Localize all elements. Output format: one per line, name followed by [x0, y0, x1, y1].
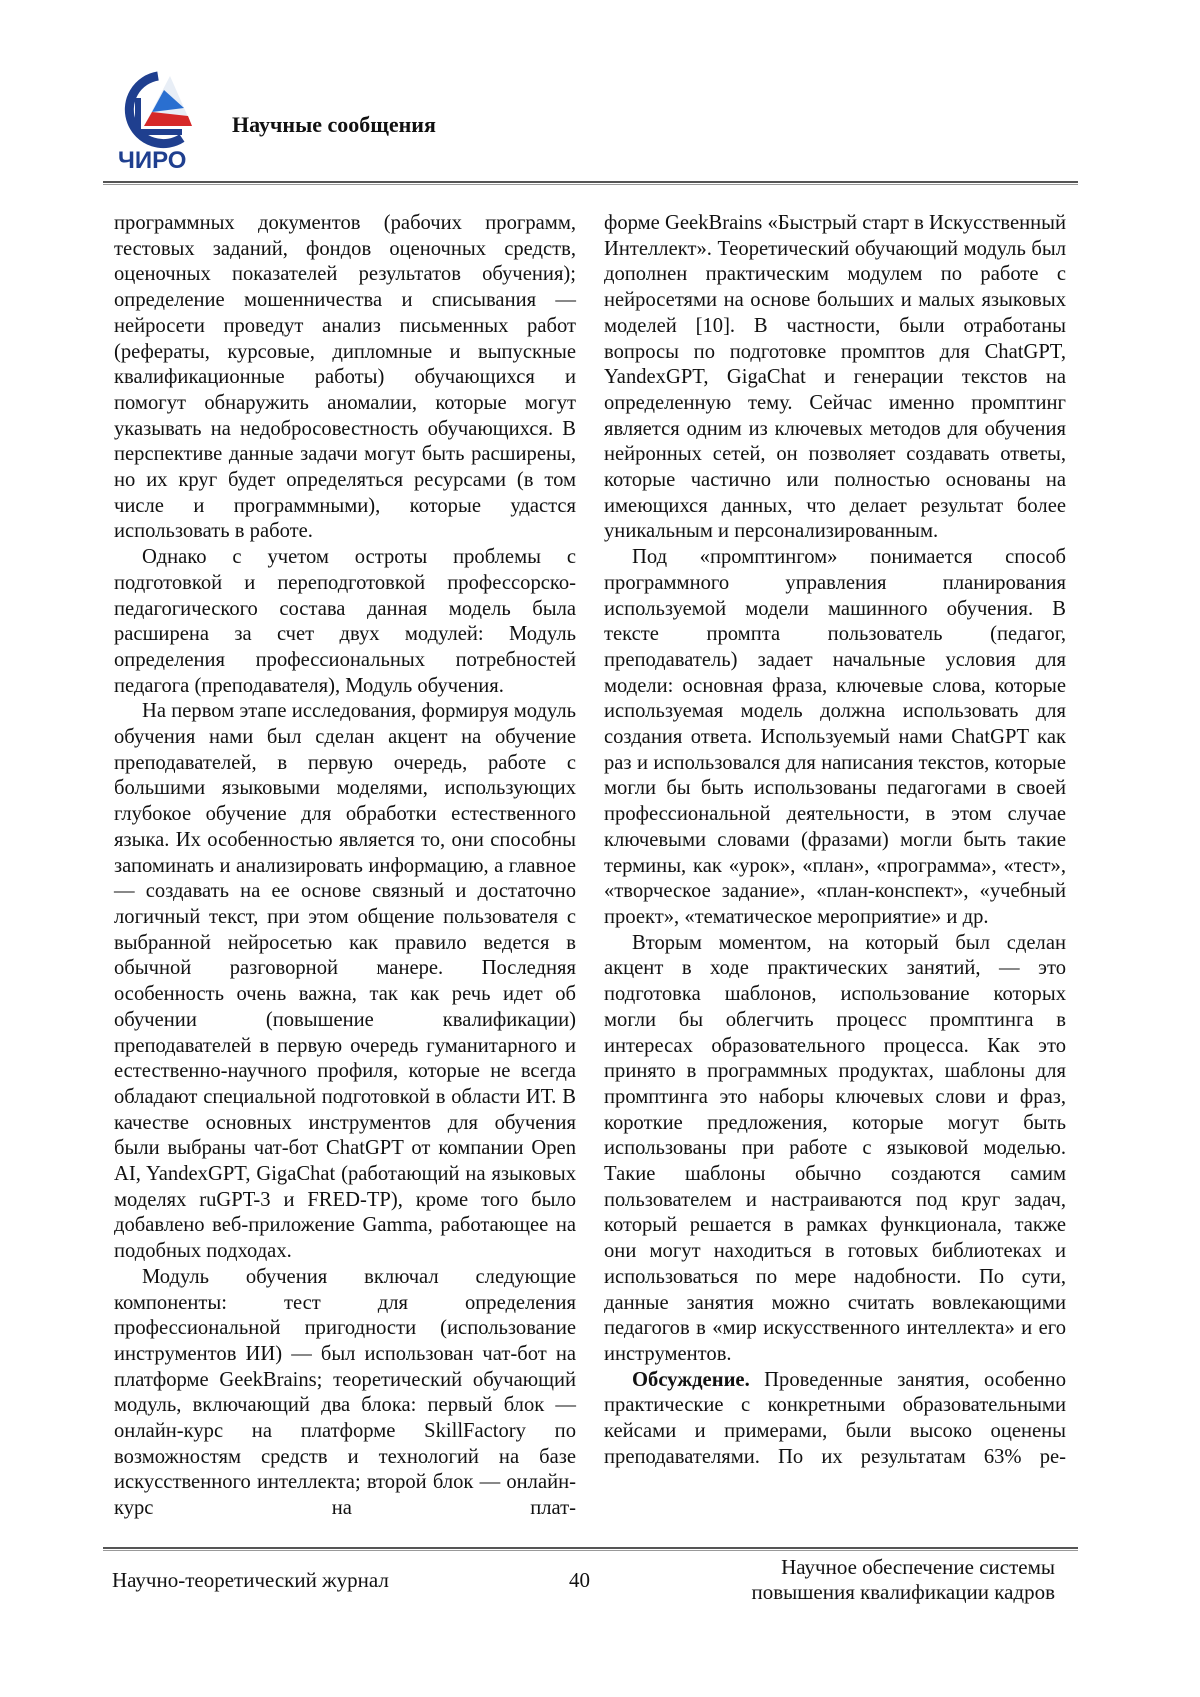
paragraph: На первом этапе исследования, формируя модуль обучения нами был сделан акцент на обучение преподавателей, в первую очередь, работе с большими языковыми моделями, использующих глубокое обучение для обработки естественного языка. Их особенностью является то, они способны запоминать и анализировать информацию, а главное — создавать на ее основе связный и достаточно логичный текст, при этом общение пользователя с выбранной нейросетью как правило ведется в обычной разговорной манере. Последняя особенность очень важна, так как речь идет об обучении (повышение квалификации) преподавателей в первую очередь гуманитарного и естественно-научного профиля, которые не всегда обладают специальной подготовкой в области ИТ. В качестве основных инструментов для обучения были выбраны чат-бот ChatGPT от компании Open AI, YandexGPT, GigaChat (работающий на языковых моделях ruGPT-3 и FRED-TP), кроме того было добавлено веб-приложение Gamma, работающее на подобных подходах. — [114, 699, 576, 1264]
page-number: 40 — [569, 1568, 590, 1593]
header-rule — [103, 181, 1078, 185]
right-column — [604, 211, 1066, 1470]
chiro-logo — [112, 68, 204, 173]
paragraph — [604, 1368, 1066, 1471]
paragraph: Под «промптингом» понимается способ программного управления планирования используемой модели машинного обучения. В тексте промпта пользователь (педагог, преподаватель) задает начальные условия для модели: основная фраза, ключевые слова, которые используемая модель должна использовать для создания ответа. Используемый нами ChatGPT как раз и использовался для написания текстов, которые могли бы быть использованы педагогами в своей профессиональной деятельности, в этом случае ключевыми словами (фразами) могли быть такие термины, как «урок», «план», «программа», «тест», «творческое задание», «план-конспект», «учебный проект», «тематическое мероприятие» и др. — [604, 545, 1066, 931]
section-title: Научные сообщения — [232, 112, 436, 138]
svg-text:ЧИРО: ЧИРО — [118, 147, 186, 173]
paragraph: Однако с учетом остроты проблемы с подготовкой и переподготовкой профессорско-педагогического состава данная модель была расширена за счет двух модулей: Модуль определения профессиональных потребностей педагога (преподавателя), Модуль обучения. — [114, 545, 576, 699]
paragraph: программных документов (рабочих программ, тестовых заданий, фондов оценочных средств, оценочных показателей результатов обучения); определение мошенничества и списывания — нейросети проведут анализ письменных работ (рефераты, курсовые, дипломные и выпускные квалификационные работы) обучающихся и помогут обнаружить аномалии, которые могут указывать на недобросовестность обучающихся. В перспективе данные задачи могут быть расширены, но их круг будет определяться ресурсами (в том числе и программными), которые удастся использовать в работе. — [114, 211, 576, 545]
discussion-heading: Обсуждение. — [632, 1369, 750, 1391]
footer-right — [751, 1555, 1055, 1605]
paragraph: форме GeekBrains «Быстрый старт в Искусственный Интеллект». Теоретический обучающий модуль был дополнен практическим модулем по работе с нейросетями на основе больших и малых языковых моделей [10]. В частности, были отработаны вопросы по подготовке промптов для ChatGPT, YandexGPT, GigaChat и генерации текстов на определенную тему. Сейчас именно промптинг является одним из ключевых методов для обучения нейронных сетей, он позволяет создавать ответы, которые частично или полностью основаны на имеющихся данных, что делает результат более уникальным и персонализированным. — [604, 211, 1066, 545]
left-column — [114, 211, 576, 1522]
footer-rule — [103, 1547, 1078, 1551]
paragraph: Модуль обучения включал следующие компоненты: тест для определения профессиональной пригодности (использование инструментов ИИ) — был использован чат-бот на платформе GeekBrains; теоретический обучающий модуль, включающий два блока: первый блок — онлайн-курс на платформе SkillFactory по возможностям средств и технологий на базе искусственного интеллекта; второй блок — онлайн-курс на плат- — [114, 1265, 576, 1522]
footer-right-line1: Научное обеспечение системы — [751, 1555, 1055, 1580]
paragraph: Вторым моментом, на который был сделан акцент в ходе практических занятий, — это подготовка шаблонов, использование которых могли бы облегчить процесс промптинга в интересах образовательного процесса. Как это принято в программных продуктах, шаблоны для промптинга это наборы ключевых слови и фраз, короткие предложения, которые могут быть использованы при работе с языковой моделью. Такие шаблоны обычно создаются самим пользователем и настраиваются под круг задач, который решается в рамках функционала, также они могут находиться в готовых библиотеках и использоваться по мере надобности. По сути, данные занятия можно считать вовлекающими педагогов в «мир искусственного интеллекта» и его инструментов. — [604, 931, 1066, 1368]
footer-journal: Научно-теоретический журнал — [112, 1568, 389, 1593]
footer-right-line2: повышения квалификации кадров — [751, 1580, 1055, 1605]
discussion-text: Проведенные занятия, особенно практические с конкретными образовательными кейсами и примерами, были высоко оценены преподавателями. По их результатам 63% ре- — [604, 1369, 1066, 1468]
